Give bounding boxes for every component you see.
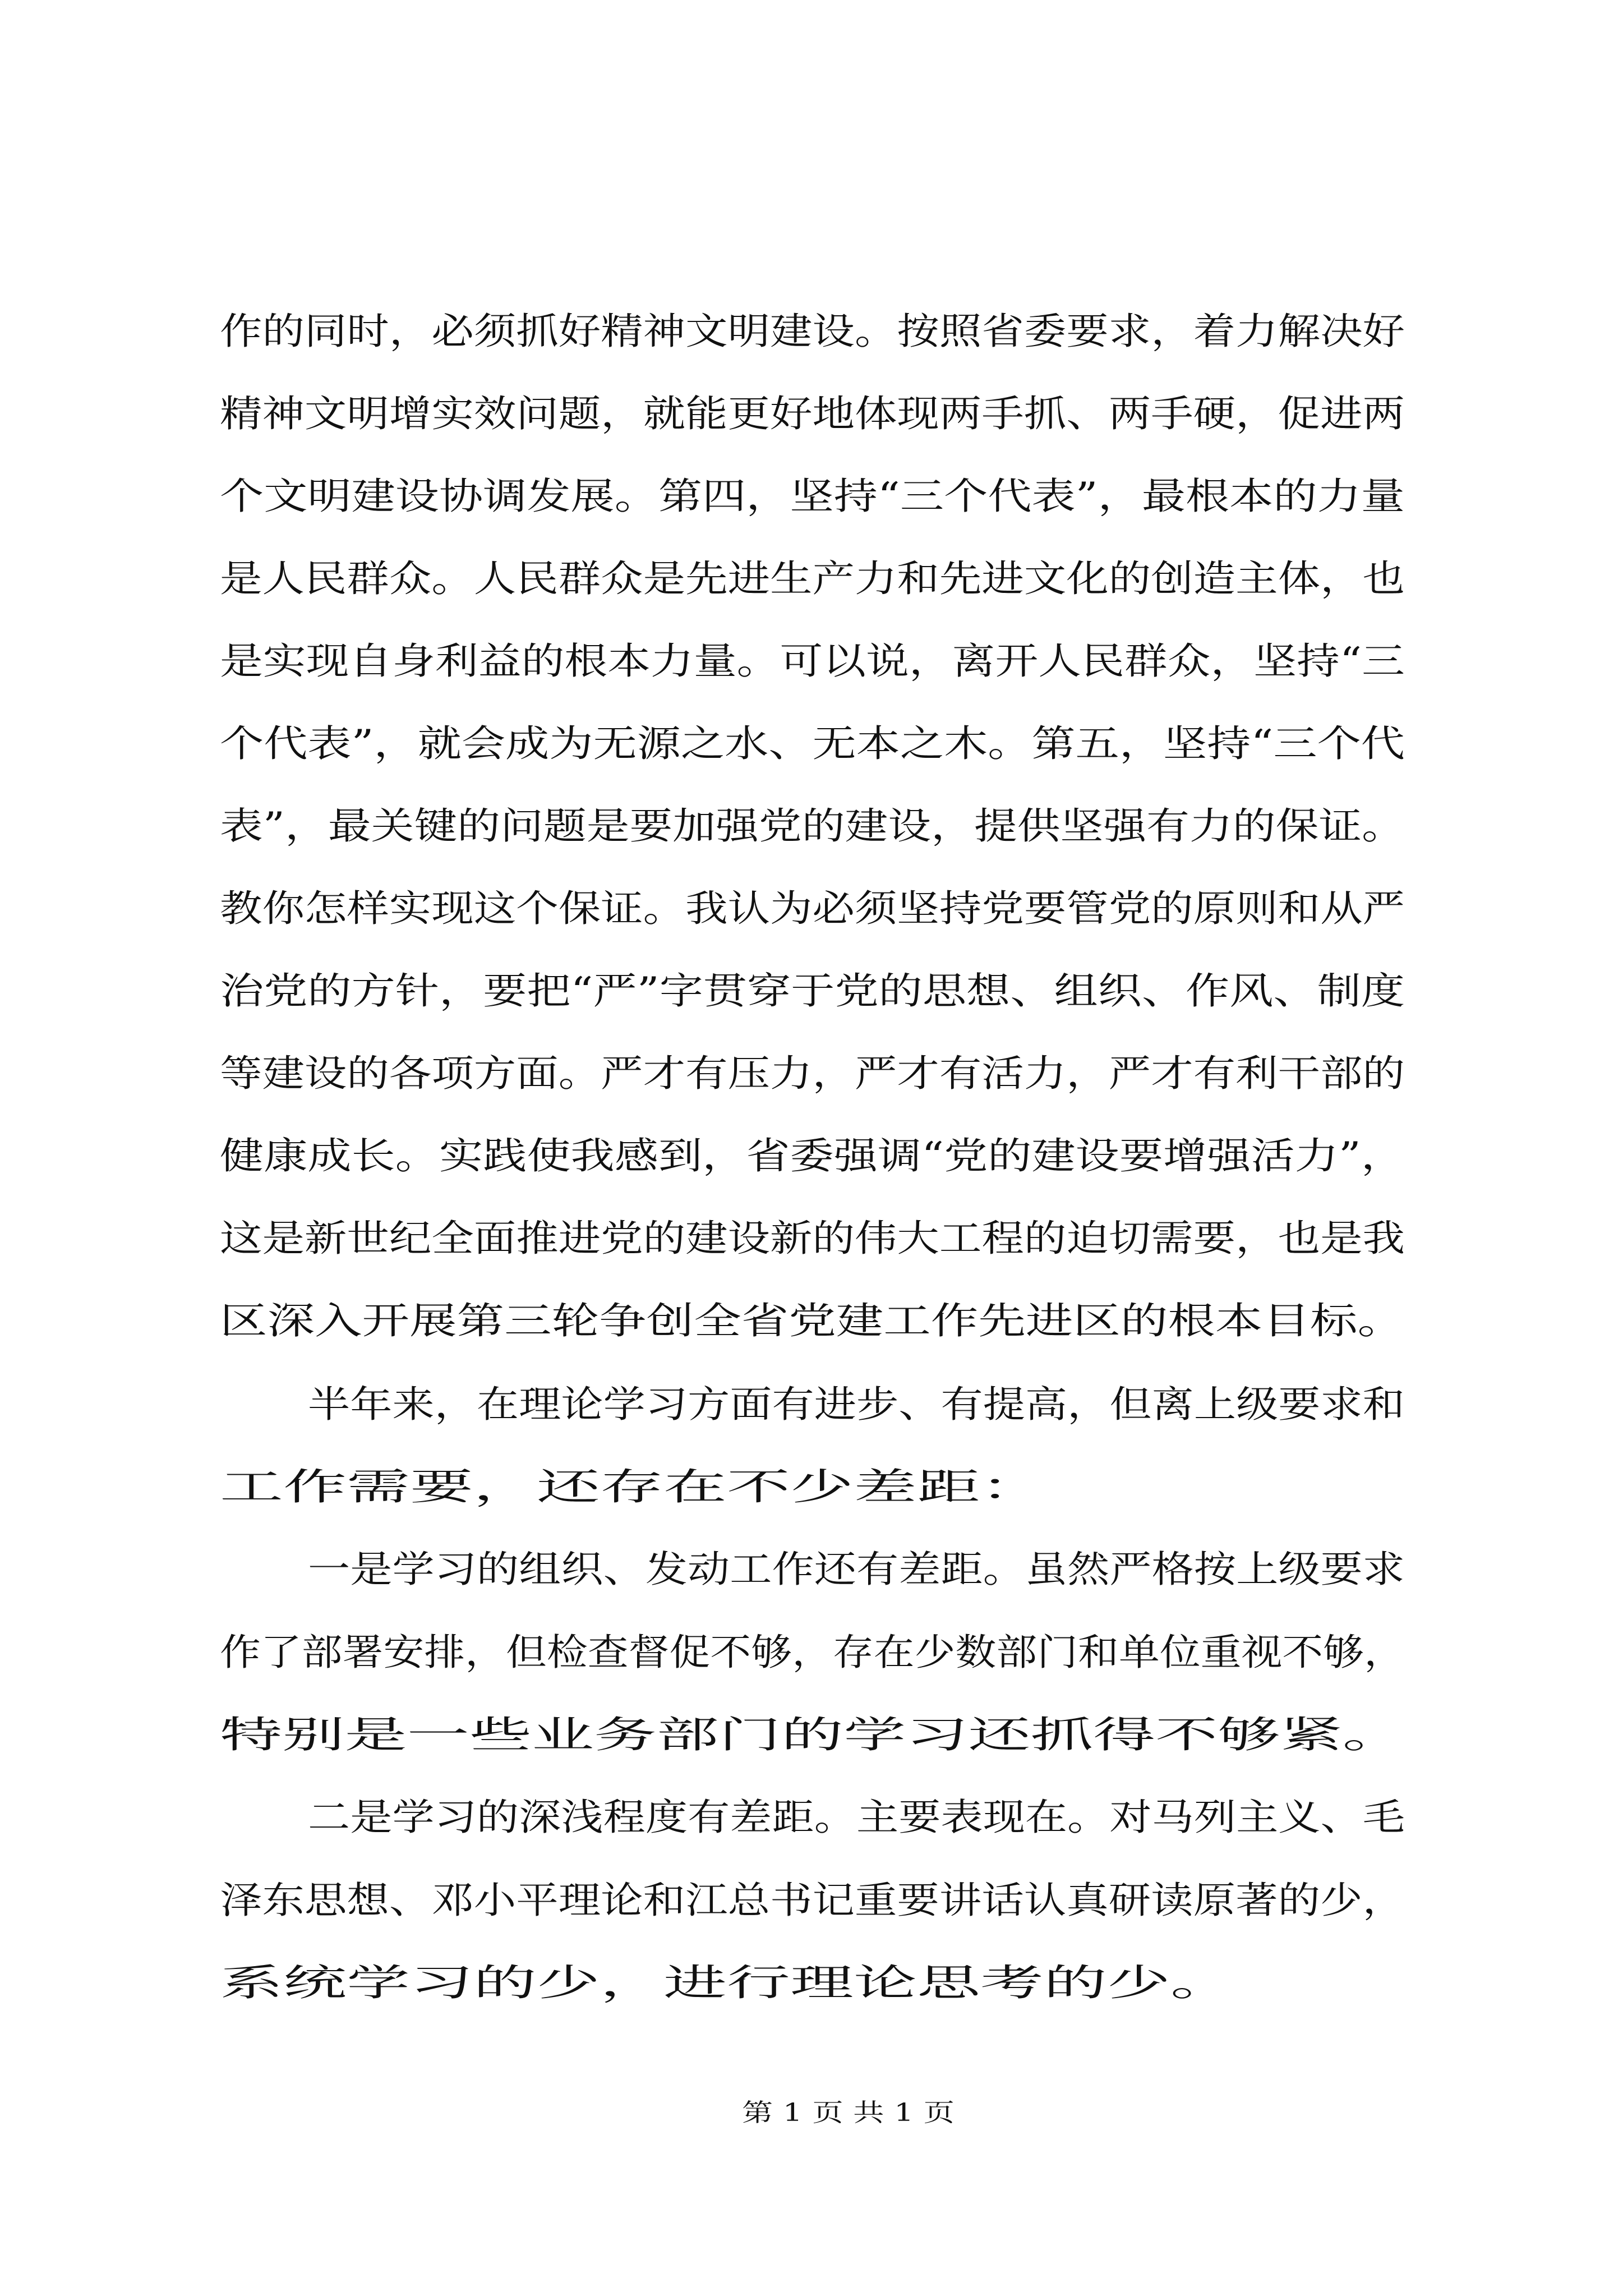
body-line: 作的同时，必须抓好精神文明建设。按照省委要求，着力解决好 [220, 310, 1405, 353]
body-line: 是实现自身利益的根本力量。可以说，离开人民群众，坚持“三 [220, 639, 1405, 683]
body-line: 精神文明增实效问题，就能更好地体现两手抓、两手硬，促进两 [220, 392, 1405, 435]
body-line: 作了部署安排，但检查督促不够，存在少数部门和单位重视不够， [220, 1631, 1405, 1674]
body-line: 特别是一些业务部门的学习还抓得不够紧。 [220, 1713, 1405, 1756]
body-line: 治党的方针，要把“严”字贯穿于党的思想、组织、作风、制度 [220, 969, 1405, 1013]
body-line: 工作需要，还存在不少差距： [220, 1465, 1044, 1508]
body-line: 一是学习的组织、发动工作还有差距。虽然严格按上级要求 [308, 1548, 1405, 1591]
body-line: 是人民群众。人民群众是先进生产力和先进文化的创造主体，也 [220, 557, 1405, 600]
body-line: 个文明建设协调发展。第四，坚持“三个代表”，最根本的力量 [220, 475, 1405, 518]
body-line: 区深入开展第三轮争创全省党建工作先进区的根本目标。 [220, 1299, 1405, 1342]
page-footer: 第 1 页 共 1 页 [742, 2099, 955, 2127]
body-line: 系统学习的少，进行理论思考的少。 [220, 1961, 1234, 2004]
body-line: 这是新世纪全面推进党的建设新的伟大工程的迫切需要，也是我 [220, 1217, 1405, 1260]
body-line: 泽东思想、邓小平理论和江总书记重要讲话认真研读原著的少， [220, 1879, 1405, 1922]
body-line: 教你怎样实现这个保证。我认为必须坚持党要管党的原则和从严 [220, 887, 1405, 930]
body-line: 二是学习的深浅程度有差距。主要表现在。对马列主义、毛 [308, 1796, 1405, 1839]
body-line: 个代表”，就会成为无源之水、无本之木。第五，坚持“三个代 [220, 722, 1405, 765]
body-line: 等建设的各项方面。严才有压力，严才有活力，严才有利干部的 [220, 1052, 1405, 1095]
body-line: 半年来，在理论学习方面有进步、有提高，但离上级要求和 [308, 1383, 1405, 1426]
body-line: 表”，最关键的问题是要加强党的建设，提供坚强有力的保证。 [220, 804, 1405, 848]
body-line: 健康成长。实践使我感到，省委强调“党的建设要增强活力”， [220, 1134, 1405, 1177]
